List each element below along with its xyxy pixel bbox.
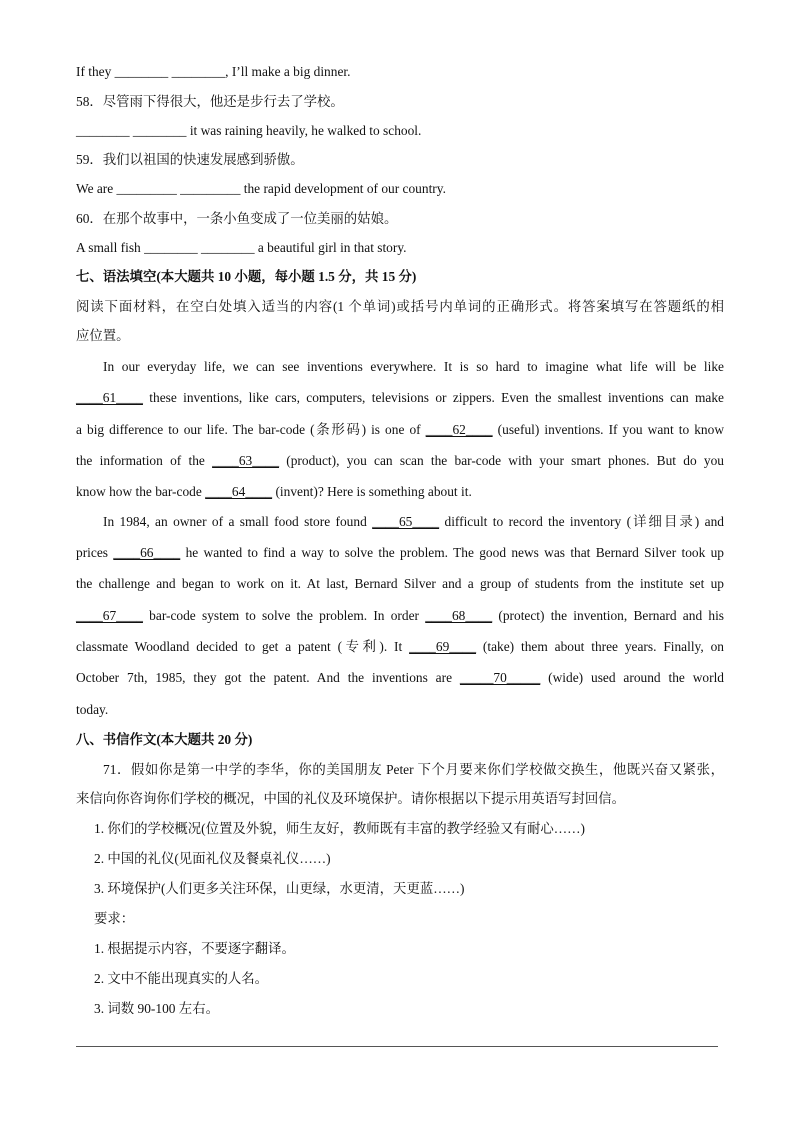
q58-english-line: ________ ________ it was raining heavily, he walked to school. [76, 123, 422, 138]
section7-instruction-2: 应位置。 [76, 328, 130, 343]
writing-area-divider [76, 1046, 718, 1047]
q59-prompt: 59．我们以祖国的快速发展感到骄傲。 [76, 152, 304, 167]
passage-line-4: the information of the ____63____ (product), you can scan the bar-code with your smart phones. But do you [76, 453, 724, 468]
q60-prompt: 60．在那个故事中，一条小鱼变成了一位美丽的姑娘。 [76, 211, 398, 226]
blank-65: ____65____ [372, 514, 440, 529]
requirement-1: 1. 根据提示内容，不要逐字翻译。 [94, 941, 295, 956]
blank-69: ____69____ [409, 639, 477, 654]
blank-66: ____66____ [113, 545, 181, 560]
q58-prompt: 58．尽管雨下得很大，他还是步行去了学校。 [76, 94, 344, 109]
tip-1: 1. 你们的学校概况(位置及外貌，师生友好，教师既有丰富的教学经验又有耐心……) [94, 821, 585, 836]
q71-prompt-1: 71．假如你是第一中学的李华，你的美国朋友 Peter 下个月要来你们学校做交换生，他既兴奋又紧张， [103, 762, 724, 777]
q60-english-line: A small fish ________ ________ a beautiful girl in that story. [76, 240, 407, 255]
blank-68: ____68____ [425, 608, 493, 623]
requirement-3: 3. 词数 90-100 左右。 [94, 1001, 219, 1016]
passage-line-11: October 7th, 1985, they got the patent. And the inventions are _____70_____ (wide) used around the world [76, 670, 724, 685]
section7-instruction-1: 阅读下面材料，在空白处填入适当的内容(1 个单词)或括号内单词的正确形式。将答案填写在答题纸的相 [76, 299, 724, 314]
blank-63: ____63____ [212, 453, 280, 468]
blank-61: ____61____ [76, 390, 143, 405]
section7-heading: 七、语法填空(本大题共 10 小题，每小题 1.5 分，共 15 分) [76, 269, 417, 284]
passage-line-6: In 1984, an owner of a small food store found ____65____ difficult to record the inventory (详细目录) and [103, 514, 724, 529]
passage-line-5: know how the bar-code ____64____ (invent)? Here is something about it. [76, 484, 472, 499]
blank-70: _____70_____ [459, 670, 541, 685]
q71-prompt-2: 来信向你咨询你们学校的概况，中国的礼仪及环境保护。请你根据以下提示用英语写封回信。 [76, 791, 626, 806]
passage-line-3: a big difference to our life. The bar-code (条形码) is one of ____62____ (useful) inventions. If you want to know [76, 422, 724, 437]
passage-line-2: ____61____ these inventions, like cars, computers, televisions or zippers. Even the smallest inventions can make [76, 390, 724, 405]
blank-64: ____64____ [205, 484, 273, 499]
passage-line-8: the challenge and began to work on it. At last, Bernard Silver and a group of students from the institute set up [76, 576, 724, 591]
passage-line-9: ____67____ bar-code system to solve the problem. In order ____68____ (protect) the invention, Bernard and his [76, 608, 725, 623]
passage-line-10: classmate Woodland decided to get a patent (专利). It ____69____ (take) them about three years. Finally, on [76, 639, 724, 654]
blank-62: ____62____ [425, 422, 493, 437]
passage-line-12: today. [76, 702, 109, 717]
q59-english-line: We are _________ _________ the rapid development of our country. [76, 181, 446, 196]
q57-english-line: If they ________ ________, I’ll make a big dinner. [76, 64, 351, 79]
tip-2: 2. 中国的礼仪(见面礼仪及餐桌礼仪……) [94, 851, 331, 866]
passage-line-7: prices ____66____ he wanted to find a way to solve the problem. The good news was that Bernard Silver took up [76, 545, 724, 560]
requirements-title: 要求： [94, 911, 135, 926]
section8-heading: 八、书信作文(本大题共 20 分) [76, 732, 253, 747]
passage-line-1: In our everyday life, we can see inventions everywhere. It is so hard to imagine what life will be like [103, 359, 724, 374]
tip-3: 3. 环境保护(人们更多关注环保，山更绿，水更清，天更蓝……) [94, 881, 465, 896]
blank-67: ____67____ [76, 608, 143, 623]
requirement-2: 2. 文中不能出现真实的人名。 [94, 971, 269, 986]
